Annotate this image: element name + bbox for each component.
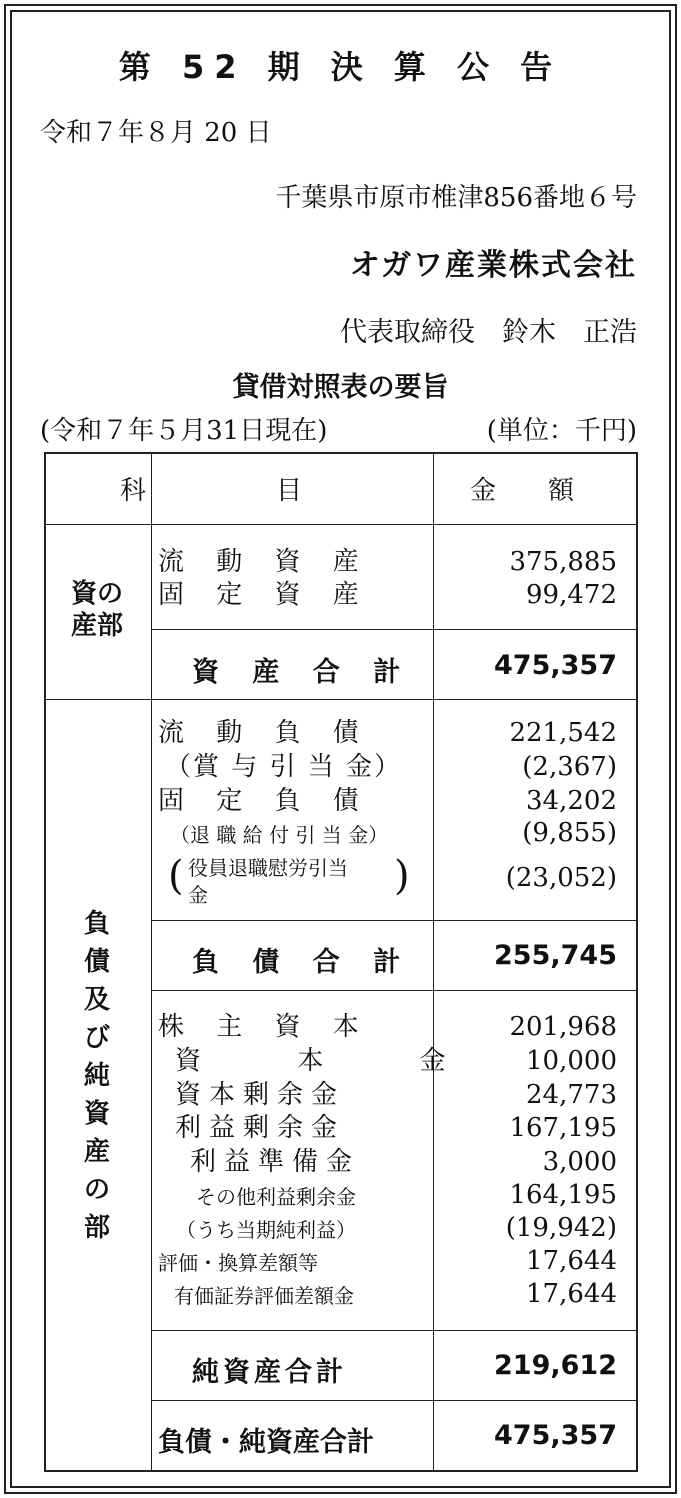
header-amount: 金 額: [470, 476, 575, 506]
as-of-date: (令和７年５月31日現在): [40, 416, 328, 446]
officer-retirement-reserve-label: 役員退職慰労引当: [188, 856, 348, 880]
capital-stock-label: 資 本 金: [175, 1046, 490, 1076]
legal-reserve-amount: 3,000: [542, 1147, 617, 1177]
header-rule: [46, 524, 636, 525]
current-assets-amount: 375,885: [509, 547, 617, 577]
liabilities-end-rule: [151, 990, 636, 991]
net-income-label: （うち当期純利益）: [176, 1218, 356, 1242]
fixed-liabilities-label: 固 定 負 債: [158, 786, 371, 816]
capital-surplus-label: 資本剰余金: [175, 1080, 346, 1110]
company-address: 千葉県市原市椎津856番地６号: [275, 183, 637, 213]
total-net-assets-amount: 219,612: [494, 1350, 617, 1381]
total-net-assets-label: 純資産合計: [192, 1357, 347, 1388]
fixed-liabilities-amount: 34,202: [526, 786, 617, 816]
total-liabilities-amount: 255,745: [494, 940, 617, 971]
liabilities-equity-section-label: 負 債 及 び 純 資 産 の 部: [83, 909, 110, 1243]
securities-valuation-label: 有価証券評価差額金: [174, 1284, 354, 1308]
header-item: 科 目: [120, 476, 303, 506]
bonus-reserve-label: （賞 与 引 当 金）: [165, 752, 403, 782]
shareholders-equity-amount: 201,968: [509, 1012, 617, 1042]
section-divider: [151, 454, 152, 1470]
grand-total-amount: 475,357: [494, 1420, 617, 1451]
retirement-benefit-reserve-label: （退 職 給 付 引 当 金）: [170, 823, 389, 847]
assets-end-rule: [46, 699, 636, 700]
assets-subtotal-rule: [151, 629, 636, 630]
unit-label: (単位：千円): [486, 416, 637, 446]
valuation-adjustments-amount: 17,644: [526, 1246, 617, 1276]
notice-title: 第 52 期 決 算 公 告: [118, 48, 563, 86]
fixed-assets-label: 固 定 資 産: [158, 580, 371, 610]
assets-section-label: 資の 産部: [70, 579, 123, 641]
grand-total-label: 負債・純資産合計: [158, 1427, 374, 1458]
fixed-assets-amount: 99,472: [526, 580, 617, 610]
bonus-reserve-amount: (2,367): [522, 752, 617, 782]
representative: 代表取締役 鈴木 正浩: [340, 317, 637, 348]
liabilities-subtotal-rule: [151, 920, 636, 921]
securities-valuation-amount: 17,644: [526, 1279, 617, 1309]
paren-close: ): [394, 853, 410, 899]
retained-earnings-amount: 167,195: [509, 1113, 617, 1143]
current-liabilities-label: 流 動 負 債: [158, 718, 371, 748]
other-retained-earnings-amount: 164,195: [509, 1180, 617, 1210]
legal-reserve-label: 利益準備金: [190, 1147, 361, 1177]
retained-earnings-label: 利益剰余金: [175, 1113, 346, 1143]
equity-subtotal-rule: [151, 1330, 636, 1331]
company-name: オガワ産業株式会社: [349, 248, 637, 283]
capital-stock-amount: 10,000: [526, 1046, 617, 1076]
current-liabilities-amount: 221,542: [509, 718, 617, 748]
balance-sheet-title: 貸借対照表の要旨: [232, 372, 449, 403]
capital-surplus-amount: 24,773: [526, 1080, 617, 1110]
total-assets-amount: 475,357: [494, 650, 617, 681]
amount-divider: [433, 454, 434, 1470]
total-assets-label: 資 産 合 計: [192, 657, 413, 688]
officer-retirement-reserve-amount: (23,052): [505, 863, 617, 893]
valuation-adjustments-label: 評価・換算差額等: [158, 1251, 318, 1275]
notice-date: 令和７年８月 20 日: [40, 118, 272, 148]
net-income-amount: (19,942): [505, 1213, 617, 1243]
paren-open: (: [168, 853, 184, 899]
total-liabilities-label: 負 債 合 計: [192, 947, 413, 978]
equity-end-rule: [151, 1400, 636, 1401]
other-retained-earnings-label: その他利益剰余金: [196, 1185, 356, 1209]
shareholders-equity-label: 株 主 資 本: [158, 1012, 371, 1042]
retirement-benefit-reserve-amount: (9,855): [522, 818, 617, 848]
officer-retirement-reserve-label-2: 金: [188, 883, 208, 907]
current-assets-label: 流 動 資 産: [158, 547, 371, 577]
